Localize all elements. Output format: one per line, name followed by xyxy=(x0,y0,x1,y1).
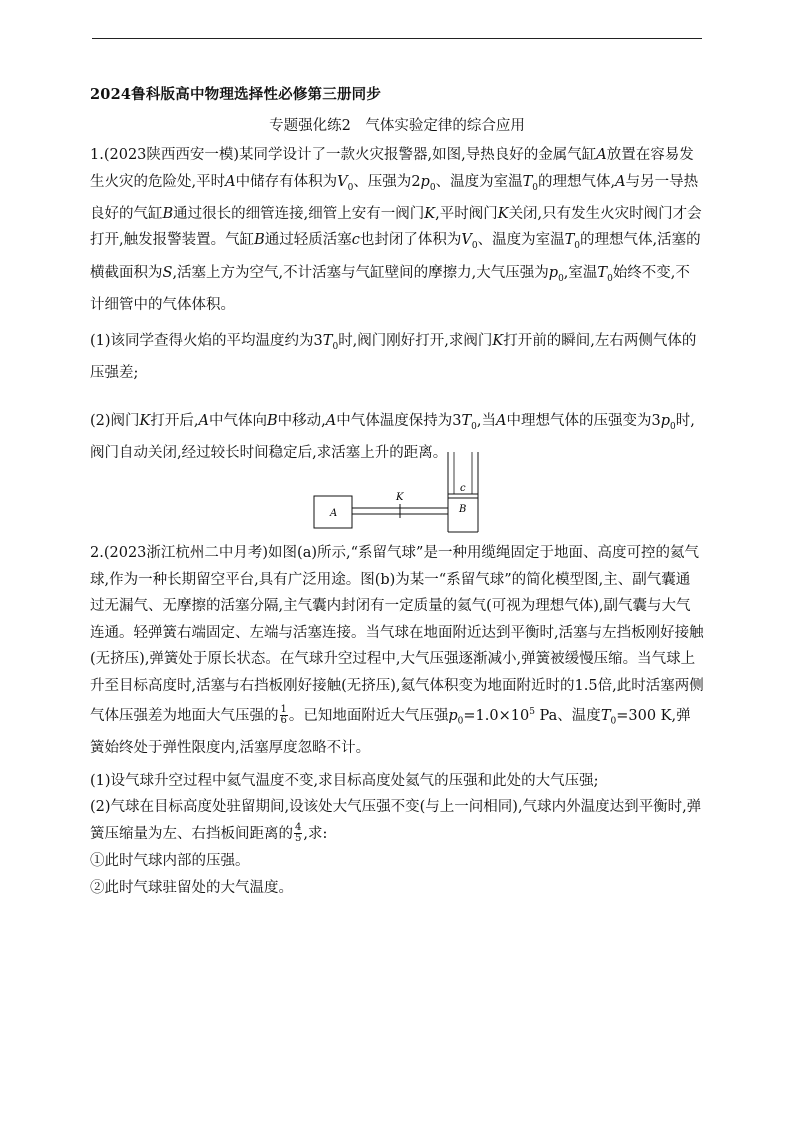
question-1-part-2: (2)阀门K打开后,A中气体向B中移动,A中气体温度保持为$3T_0$,当A中理想气体的压强变为$3p_0$时,阀门自动关闭,经过较长时间稳定后,求活塞上升的距离。 xyxy=(90,413,695,462)
question-2-sub-2: ②此时气球驻留处的大气温度。 xyxy=(90,880,293,896)
question-2-part-1: (1)设气球升空过程中氦气温度不变,求目标高度处氦气的压强和此处的大气压强; xyxy=(90,773,599,789)
piston-c xyxy=(448,494,478,498)
header-rule xyxy=(92,38,702,39)
fraction-one-sixth: $\frac{1}{6}$ xyxy=(280,704,287,727)
section-subtitle: 专题强化练2 气体实验定律的综合应用 xyxy=(269,118,525,134)
question-2-sub-1: ①此时气球内部的压强。 xyxy=(90,853,250,869)
label-a: A xyxy=(330,508,338,519)
label-b: B xyxy=(459,504,467,515)
question-1-figure xyxy=(312,448,492,534)
question-1-part-1: (1)该同学查得火焰的平均温度约为$3T_0$时,阀门刚好打开,求阀门K打开前的瞬间,左右两侧气体的压强差; xyxy=(90,333,697,382)
page-title: 2024鲁科版高中物理选择性必修第三册同步 xyxy=(90,86,382,103)
question-2-stem: 2.(2023浙江杭州二中月考)如图(a)所示,“系留气球”是一种用缆绳固定于地面、高度可控的氦气球,作为一种长期留空平台,具有广泛用途。图(b)为某一“系留气球”的简化模型图,主、副气囊通过无漏气、无摩擦的活塞分隔,主气囊内封闭有一定质量的氦气(可视为理想气体),副气囊与大气连通。轻弹簧右端固定、左端与活塞连接。当气球在地面附近达到平衡时,活塞与左挡板刚好接触(无挤压),弹簧处于原长状态。在气球升空过程中,大气压强逐渐减小,弹簧被缓慢压缩。当气球上升至目标高度时,活塞与右挡板刚好接触(无挤压),氦气体积变为地面附近时的1.5倍,此时活塞两侧气体压强差为地面大气压强的 $\frac{1}{6}$ 。已知地面附近大气压强$p_0=1.0\times 10^5$ Pa、温度$T_0=300$ K,弹簧始终处于弹性限度内,活塞厚度忽略不计。 xyxy=(90,545,704,757)
label-k: K xyxy=(396,492,404,503)
question-1-stem: 1.(2023陕西西安一模)某同学设计了一款火灾报警器,如图,导热良好的金属气缸A放置在容易发生火灾的危险处,平时A中储存有体积为$V_0$、压强为$2p_0$、温度为室温$T_0$的理想气体,A与另一导热良好的气缸B通过很长的细管连接,细管上安有一阀门K,平时阀门K关闭,只有发生火灾时阀门才会打开,触发报警装置。气缸B通过轻质活塞c也封闭了体积为$V_0$、温度为室温$T_0$的理想气体,活塞的横截面积为S,活塞上方为空气,不计活塞与气缸壁间的摩擦力,大气压强为$p_0$,室温$T_0$始终不变,不计细管中的气体体积。 xyxy=(90,147,702,314)
question-2-part-2: (2)气球在目标高度处驻留期间,设该处大气压强不变(与上一问相同),气球内外温度达到平衡时,弹簧压缩量为左、右挡板间距离的 $\frac{4}{5}$ ,求: xyxy=(90,799,702,844)
fraction-four-fifths: $\frac{4}{5}$ xyxy=(295,822,302,844)
label-c: c xyxy=(460,483,466,494)
